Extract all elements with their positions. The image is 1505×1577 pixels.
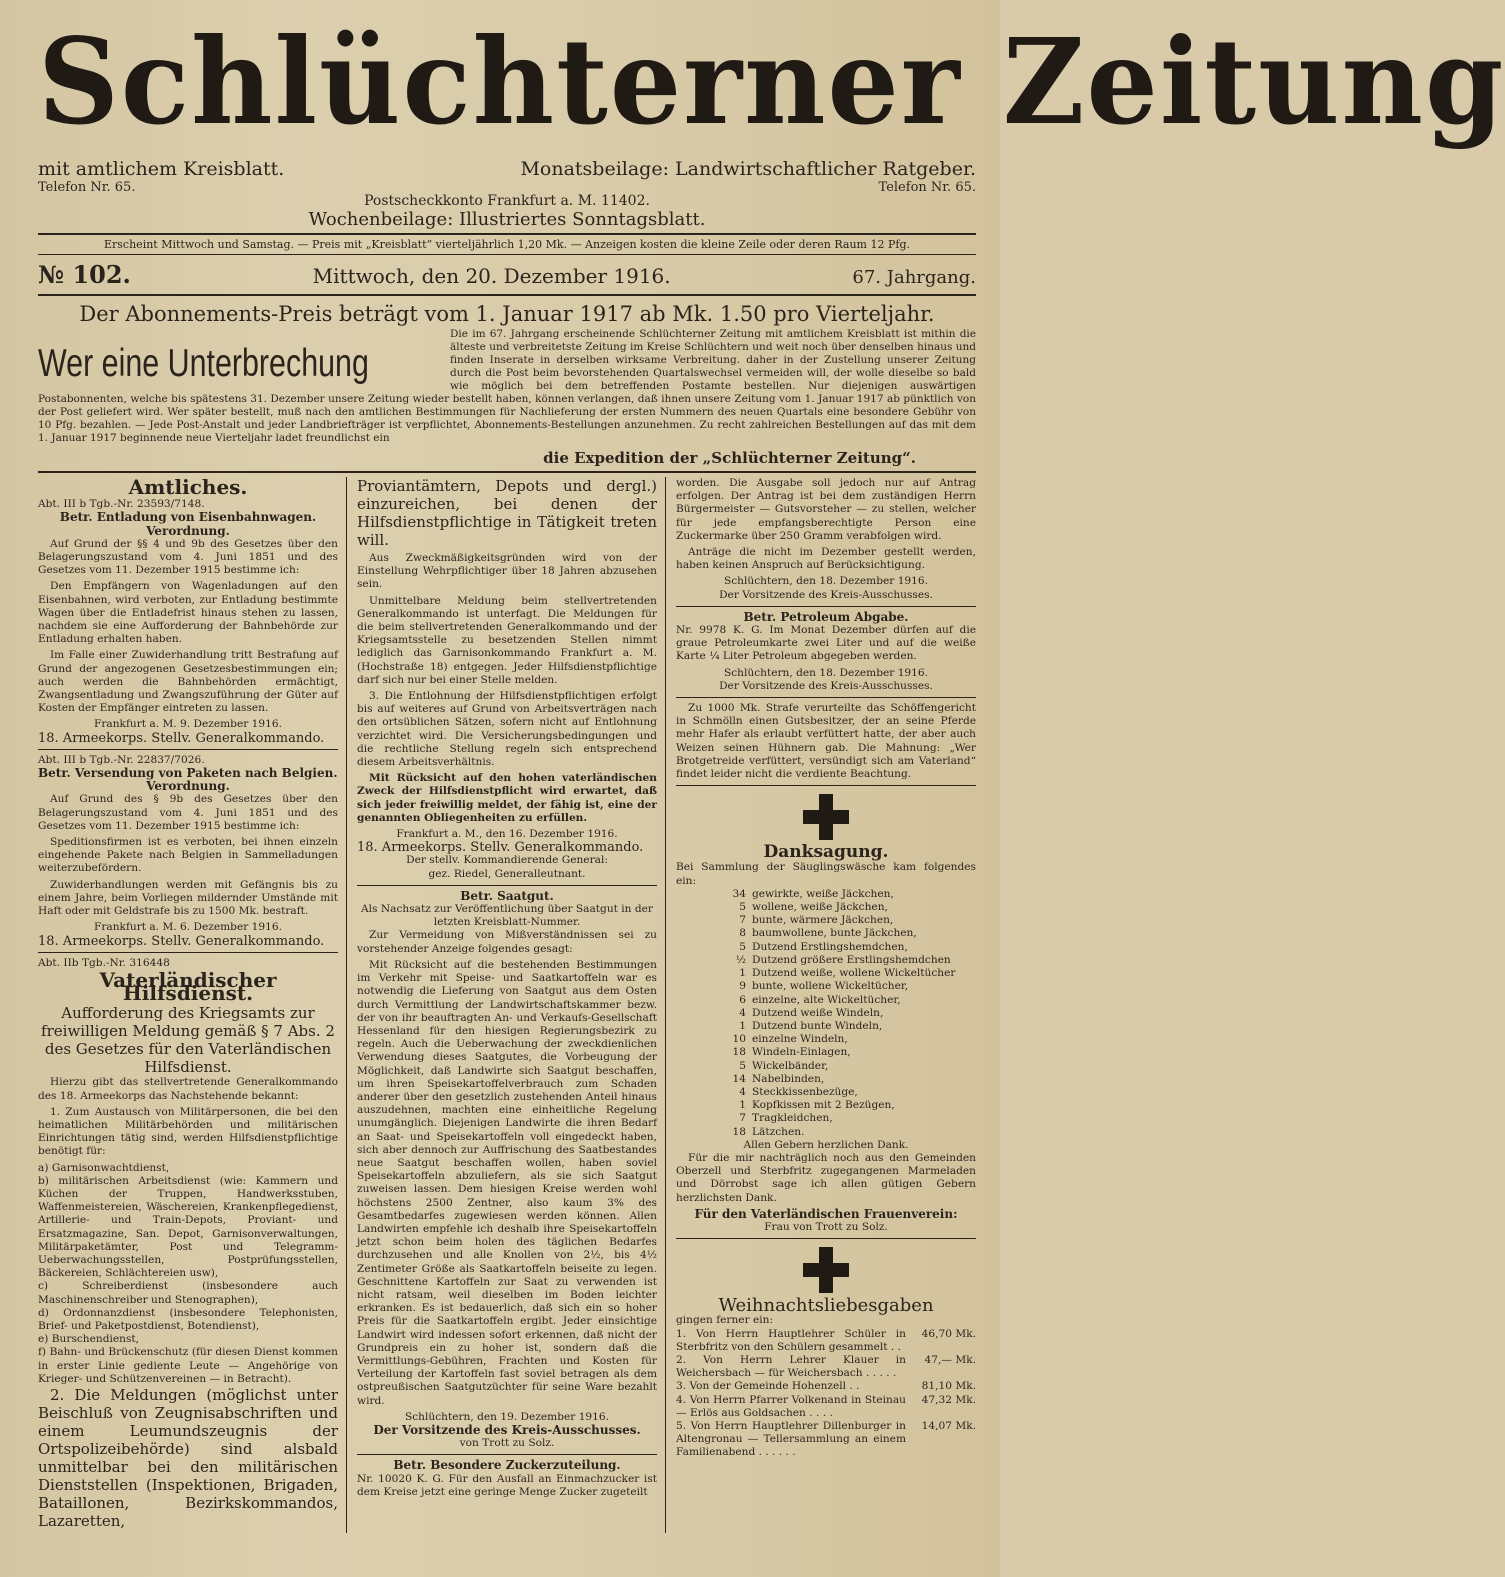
- paragraph: Mit Rücksicht auf den hohen vaterländischen Zweck der Hilfsdienstpflicht wird erwartet, daß sich jeder freiwillig meldet, der fähig ist, eine der genannten Obliegenheiten zu erfüllen.: [357, 772, 657, 824]
- paragraph: Unmittelbare Meldung beim stellvertretenden Generalkommando ist unterfagt. Die Meldungen für die beim stellvertretenden Generalkommando und der Kriegsamtsstelle zu besetzenden Stellen nimmt lediglich das Garnisonkommando Frankfurt a. M. (Hochstraße 18) entgegen. Jeder Hilfsdienstpflichtige darf sich nur bei einer Stelle melden.: [357, 594, 657, 686]
- list-item: [676, 1099, 976, 1112]
- issue-row: [38, 258, 976, 291]
- item-text: Dutzend größere Erstlingshemdchen: [752, 953, 951, 966]
- item-count: 18: [732, 1125, 746, 1138]
- list-item: c) Schreiberdienst (insbesondere auch Maschinenschreiber und Stenographen),: [38, 1280, 338, 1306]
- item-text: Nabelbinden,: [752, 1072, 825, 1085]
- column-1: [38, 477, 347, 1533]
- kreisblatt-subtitle: mit amtlichem Kreisblatt.: [38, 158, 285, 180]
- separator: [676, 785, 976, 786]
- item-count: ½: [735, 953, 746, 966]
- masthead: [38, 8, 1505, 296]
- subject: Betr. Saatgut.: [460, 888, 554, 903]
- item-text: Wickelbänder,: [752, 1059, 829, 1072]
- item-text: bunte, wollene Wickeltücher,: [752, 980, 909, 993]
- column-3: [676, 477, 976, 1533]
- separator: [38, 952, 338, 953]
- paragraph: Auf Grund der §§ 4 und 9b des Gesetzes über den Belagerungszustand vom 4. Juni 1851 und des Gesetzes vom 11. Dezember 1915 bestimme ich:: [38, 537, 338, 577]
- expedition-signature: die Expedition der „Schlüchterner Zeitung“.: [543, 449, 916, 467]
- item-count: 7: [739, 1112, 746, 1125]
- weekly-supplement: Wochenbeilage: Illustriertes Sonntagsblatt.: [308, 209, 706, 230]
- item-count: 5: [739, 1059, 746, 1072]
- item-text: einzelne, alte Wickeltücher,: [752, 993, 901, 1006]
- signature-place: Schlüchtern, den 18. Dezember 1916.: [723, 575, 929, 588]
- reference: Abt. IIb Tgb.-Nr. 316448: [38, 956, 170, 969]
- list-item: [676, 1007, 976, 1020]
- list-item: [676, 888, 976, 901]
- item-count: 6: [739, 993, 746, 1006]
- donor-amount: 81,10 Mk.: [921, 1380, 976, 1393]
- item-count: 18: [732, 1046, 746, 1059]
- paragraph: Zu 1000 Mk. Strafe verurteilte das Schöffengericht in Schmölln einen Gutsbesitzer, der an seine Pferde mehr Hafer als erlaubt verfüttert hatte, der aber auch Weizen seinen Hühnern gab. Die Mahnung: „Wer Brotgetreide verfüttert, versündigt sich am Vaterland“ findet leider nicht die verdiente Beachtung.: [676, 702, 976, 781]
- monthly-supplement: Monatsbeilage: Landwirtschaftlicher Ratgeber.: [520, 158, 976, 180]
- paragraph: 2. Die Meldungen (möglichst unter Beischluß von Zeugnisabschriften und einem Leumundszeugnis der Ortspolizeibehörde) sind alsbald unmittelbar bei den militärischen Dienststellen (Inspektionen, Brigaden, Bataillonen, Bezirkskommandos, Lazaretten,: [38, 1385, 338, 1530]
- paragraph: Hierzu gibt das stellvertretende Generalkommando des 18. Armeekorps das Nachstehende bekannt:: [38, 1076, 338, 1102]
- list-item: a) Garnisonwachtdienst,: [38, 1161, 170, 1174]
- paragraph: 3. Die Entlohnung der Hilfsdienstpflichtigen erfolgt bis auf weiteres auf Grund von Arbeitsverträgen nach den ortsüblichen Sätzen, sofern nicht auf Entlohnung verzichtet wird. Die Versicherungsbedingungen und die rechtliche Stellung regeln sich entsprechend diesem Arbeitsverhältnis.: [357, 690, 657, 769]
- separator: [676, 1238, 976, 1239]
- list-item: [676, 1060, 976, 1073]
- list-item: [676, 927, 976, 940]
- paragraph: Zur Vermeidung von Mißverständnissen sei zu vorstehender Anzeige folgendes gesagt:: [357, 929, 657, 955]
- reference: Abt. III b Tgb.-Nr. 22837/7026.: [38, 753, 205, 766]
- section-heading: Weihnachtsliebesgaben: [718, 1295, 934, 1317]
- masthead-right: [520, 158, 976, 195]
- abo-block: [38, 328, 976, 445]
- donor-amount: 14,07 Mk.: [921, 1419, 976, 1432]
- signature: 18. Armeekorps. Stellv. Generalkommando.: [38, 730, 325, 746]
- newspaper-title: Schlüchterner Zeitung: [38, 13, 1505, 152]
- donor-row: [676, 1420, 976, 1460]
- paragraph: Mit Rücksicht auf die bestehenden Bestimmungen im Verkehr mit Speise- und Saatkartoffeln war es notwendig die Lieferung von Saatgut aus dem Osten durch Vermittlung der Landwirtschaftskammer bezw. der von ihr beauftragten An- und Verkaufs-Gesellschaft Hessenland für den hiesigen Regierungsbezirk zu regeln. Auch die Ueberwachung der zweckdienlichen Verwendung dieses Saatgutes, die Vorbeugung der Möglichkeit, daß Landwirte sich Saatgut beschaffen, um ihren Speisekartoffelverbrauch zum Schaden anderer über den gesetzlich zustehenden Anteil hinaus auszudehnen, machten eine einheitliche Regelung unumgänglich. Diejenigen Landwirte die ihren Bedarf an Saat- und Speisekartoffeln voll eingedeckt haben, sich aber dennoch zur Auffrischung des Saatbestandes neue Saatgut beschaffen wollen, haben soviel Speisekartoffeln abzuliefern, als sie sich Saatgut zuweisen lassen. Dem hiesigen Kreise werden wohl höchstens 2500 Zentner, also kaum 3% des Gesamtbedarfes zugewiesen werden können. Allen Landwirten empfehle ich deshalb ihre Speisekartoffeln jetzt schon beim holen des täglichen Bedarfes durchzusehen und alle Knollen von 2½, bis 4½ Zentimeter Größe als Saatkartoffeln beiseite zu legen. Geschnittene Kartoffeln zur Saat zu verwenden ist nicht ratsam, weil dieselben im Boden leichter erkranken. Es ist bedauerlich, daß sich ein so hoher Preis für die Saatkartoffeln ergibt. Jeder einsichtige Landwirt wird indessen sofort erkennen, daß nicht der Grundpreis ein zu hoher ist, sondern daß die Vermittlungs-Gebühren, Frachten und Kosten für Verteilung der Kartoffeln fast soviel betragen als dem ostpreußischen Saatgutzüchter für seine Ware bezahlt wird.: [357, 958, 657, 1407]
- signature-place: Frankfurt a. M., den 16. Dezember 1916.: [396, 828, 618, 841]
- call-to-report: Aufforderung des Kriegsamts zur freiwilligen Meldung gemäß § 7 Abs. 2 des Gesetzes für den Vaterländischen Hilfsdienst.: [41, 1004, 335, 1077]
- red-cross-icon: [803, 794, 849, 840]
- donor-row: [676, 1394, 976, 1420]
- section-heading: Vaterländischer Hilfsdienst.: [99, 967, 277, 1006]
- note: Als Nachsatz zur Veröffentlichung über Saatgut in der letzten Kreisblatt-Nummer.: [361, 903, 653, 929]
- column-2: [357, 477, 666, 1533]
- paragraph: Im Falle einer Zuwiderhandlung tritt Bestrafung auf Grund der angezogenen Gesetzesbestimmungen ein; auch werden die Bahnbehörden ermächtigt, Zwangsentladung und Zwangszuführung der Güter auf Kosten der Empfänger eintreten zu lassen.: [38, 649, 338, 715]
- masthead-center: [38, 193, 976, 230]
- signature-name: von Trott zu Solz.: [459, 1437, 555, 1450]
- intro: gingen ferner ein:: [676, 1314, 774, 1327]
- list-item: [676, 1033, 976, 1046]
- list-item: [676, 1020, 976, 1033]
- signature-place: Schlüchtern, den 18. Dezember 1916.: [723, 666, 929, 679]
- rule: [38, 233, 976, 235]
- signature: Der Vorsitzende des Kreis-Ausschusses.: [719, 679, 933, 692]
- donor-text: 2. Von Herrn Lehrer Klauer in Weichersbach — für Weichersbach . . . . .: [676, 1353, 906, 1380]
- list-item: [676, 994, 976, 1007]
- item-count: 9: [739, 980, 746, 993]
- item-text: Dutzend weiße Windeln,: [752, 1006, 884, 1019]
- donor-amount: 47,32 Mk.: [921, 1393, 976, 1406]
- item-text: bunte, wärmere Jäckchen,: [752, 914, 894, 927]
- list-item: [676, 967, 976, 980]
- list-item: [676, 901, 976, 914]
- list-item: [676, 980, 976, 993]
- rule: [38, 254, 976, 255]
- postscheck: Postscheckkonto Frankfurt a. M. 11402.: [364, 193, 650, 209]
- item-text: Dutzend weiße, wollene Wickeltücher: [752, 967, 956, 980]
- paragraph: Auf Grund des § 9b des Gesetzes über den Belagerungszustand vom 4. Juni 1851 und des Gesetzes vom 11. Dezember 1915 bestimme ich:: [38, 793, 338, 832]
- list-item: [676, 1086, 976, 1099]
- list-item: [676, 1046, 976, 1059]
- donor-row: [676, 1380, 976, 1393]
- signature-place: Frankfurt a. M. 9. Dezember 1916.: [94, 718, 282, 731]
- section-heading: Danksagung.: [763, 842, 889, 863]
- paragraph: Für die mir nachträglich noch aus den Gemeinden Oberzell und Sterbfritz zugegangenen Marmeladen und Dörrobst sage ich allen gütigen Gebern herzlichsten Dank.: [676, 1151, 976, 1204]
- donor-text: 1. Von Herrn Hauptlehrer Schüler in Sterbfritz von den Schülern gesammelt . .: [676, 1327, 906, 1353]
- red-cross-icon: [803, 1247, 849, 1293]
- thanks: Allen Gebern herzlichen Dank.: [743, 1138, 909, 1151]
- item-count: 7: [739, 914, 746, 927]
- issue-date: Mittwoch, den 20. Dezember 1916.: [312, 264, 671, 288]
- ordinance-label: Verordnung.: [146, 523, 230, 538]
- donor-text: 3. Von der Gemeinde Hohenzell . .: [676, 1380, 860, 1393]
- item-count: 14: [732, 1072, 746, 1085]
- signature: Der Vorsitzende des Kreis-Ausschusses.: [373, 1423, 641, 1437]
- info-line: Erscheint Mittwoch und Samstag. — Preis mit „Kreisblatt“ vierteljährlich 1,20 Mk. — Anzeigen kosten die kleine Zeile oder deren Raum 12 Pfg.: [104, 238, 910, 251]
- phone-left: Telefon Nr. 65.: [38, 180, 136, 195]
- subject: Betr. Entladung von Eisenbahnwagen.: [59, 510, 317, 525]
- list-item: [676, 914, 976, 927]
- item-text: Dutzend Erstlingshemdchen,: [752, 940, 908, 953]
- item-text: Steckkissenbezüge,: [752, 1085, 858, 1098]
- abo-big-text: Wer eine Unterbrechung: [38, 342, 369, 385]
- donor-row: [676, 1328, 976, 1354]
- abo-headline: Der Abonnements-Preis beträgt vom 1. Januar 1917 ab Mk. 1.50 pro Vierteljahr.: [79, 302, 935, 326]
- donor-row: [676, 1354, 976, 1380]
- list-item: b) militärischen Arbeitsdienst (wie: Kammern und Küchen der Truppen, Handwerksstuben, Waffenmeistereien, Wäschereien, Krankenpflegedienst, Artillerie- und Train-Depots, Proviant- und Ersatzmagazine, San. Depot, Garnisonverwaltungen, Militärpaketämter, Post und Telegramm-Ueberwachungsstellen, Postprüfungsstellen, Bäckereien, Schlächtereien usw),: [38, 1174, 338, 1280]
- paragraph: Anträge die nicht im Dezember gestellt werden, haben keinen Anspruch auf Berücksichtigung.: [676, 546, 976, 572]
- donor-list: [676, 1328, 976, 1460]
- item-count: 10: [732, 1033, 746, 1046]
- paragraph: 1. Zum Austausch von Militärpersonen, die bei den heimatlichen Militärbehörden und militärischen Einrichtungen tätig sind, werden Hilfsdienstpflichtige benötigt für:: [38, 1105, 338, 1158]
- paragraph: Den Empfängern von Wagenladungen auf den Eisenbahnen, wird verboten, zur Entladung bestimmte Wagen über die Entladefrist hinaus stehen zu lassen, nachdem sie eine Aufforderung der Bahnbehörde zur Entladung erhalten haben.: [38, 580, 338, 646]
- donor-amount: 46,70 Mk.: [921, 1327, 976, 1340]
- item-text: Dutzend bunte Windeln,: [752, 1019, 883, 1032]
- paragraph: Proviantämtern, Depots und dergl.) einzureichen, bei denen der Hilfsdienstpflichtige in Tätigkeit treten will.: [357, 477, 657, 549]
- item-text: baumwollene, bunte Jäckchen,: [752, 927, 917, 940]
- list-item: [676, 941, 976, 954]
- masthead-left: [38, 158, 284, 195]
- item-count: 1: [739, 967, 746, 980]
- separator: [357, 1454, 657, 1455]
- separator: [357, 885, 657, 886]
- signature-line: gez. Riedel, Generalleutnant.: [428, 867, 586, 880]
- signature: Der Vorsitzende des Kreis-Ausschusses.: [719, 588, 933, 601]
- list-item: [676, 954, 976, 967]
- item-count: 1: [739, 1019, 746, 1032]
- abo-text: Die im 67. Jahrgang erscheinende Schlüchterner Zeitung mit amtlichem Kreisblatt ist mithin die älteste und verbreitetste Zeitung im Kreise Schlüchtern und weit noch über denselben hinaus und finden Inserate in derselben wirksame Verbreitung. daher in der Zustellung unserer Zeitung durch die Post beim bevorstehenden Quartalswechsel vermeiden will, der wolle dieselbe so bald wie möglich bei dem betreffenden Postamte bestellen. Nur diejenigen auswärtigen Postabonnenten, welche bis spätestens 31. Dezember unsere Zeitung wieder bestellt haben, können verlangen, daß ihnen unsere Zeitung vom 1. Januar 1917 ab pünktlich von der Post geliefert wird. Wer später bestellt, muß nach den amtlichen Bestimmungen für Nachlieferung der ersten Nummern des neuen Quartals eine besondere Gebühr von 10 Pfg. bezahlen. — Jede Post-Anstalt und jeder Landbriefträger ist verpflichtet, Abonnements-Bestellungen anzunehmen. Zu recht zahlreichen Bestellungen auf das mit dem 1. Januar 1917 beginnende neue Vierteljahr ladet freundlichst ein: [38, 328, 976, 444]
- phone-right: Telefon Nr. 65.: [878, 180, 976, 195]
- separator: [676, 697, 976, 698]
- separator: [676, 606, 976, 607]
- item-count: 5: [739, 940, 746, 953]
- list-item: [676, 1073, 976, 1086]
- item-text: Windeln-Einlagen,: [752, 1046, 851, 1059]
- donation-list: [676, 888, 976, 1139]
- association: Für den Vaterländischen Frauenverein:: [694, 1206, 958, 1221]
- item-text: einzelne Windeln,: [752, 1033, 848, 1046]
- separator: [38, 749, 338, 750]
- paragraph: Nr. 9978 K. G. Im Monat Dezember dürfen auf die graue Petroleumkarte zwei Liter und auf die weiße Karte ¼ Liter Petroleum abgegeben werden.: [676, 624, 976, 663]
- item-text: wollene, weiße Jäckchen,: [752, 901, 888, 914]
- list-item: [676, 1112, 976, 1125]
- item-text: Tragkleidchen,: [752, 1112, 833, 1125]
- paragraph: Zuwiderhandlungen werden mit Gefängnis bis zu einem Jahre, beim Vorliegen mildernder Umstände mit Haft oder mit Geldstrafe bis zu 1500 Mk. bestraft.: [38, 878, 338, 918]
- item-count: 34: [732, 887, 746, 900]
- paragraph: Speditionsfirmen ist es verboten, bei ihnen einzeln eingehende Pakete nach Belgien in Sammelladungen weiterzubefördern.: [38, 836, 338, 875]
- item-count: 4: [739, 1006, 746, 1019]
- columns: [38, 471, 976, 1533]
- masthead-subrow: [38, 158, 976, 195]
- paragraph: worden. Die Ausgabe soll jedoch nur auf Antrag erfolgen. Der Antrag ist bei dem zuständigen Herrn Bürgermeister — Gutsvorsteher — zu stellen, welcher für jede empfangsberechtigte Person eine Zuckermarke über 250 Gramm verabfolgen wird.: [676, 477, 976, 542]
- issue-number: № 102.: [38, 260, 131, 289]
- item-count: 5: [739, 901, 746, 914]
- subject: Betr. Versendung von Paketen nach Belgien.: [38, 766, 338, 781]
- item-text: Kopfkissen mit 2 Bezügen,: [752, 1099, 895, 1112]
- section-heading: Amtliches.: [128, 475, 248, 499]
- association-name: Frau von Trott zu Solz.: [764, 1220, 888, 1233]
- item-count: 8: [739, 927, 746, 940]
- list-item: [676, 1126, 976, 1139]
- list-item: e) Burschendienst,: [38, 1333, 140, 1346]
- signature-line: Der stellv. Kommandierende General:: [406, 854, 608, 867]
- item-count: 1: [739, 1099, 746, 1112]
- reference: Abt. III b Tgb.-Nr. 23593/7148.: [38, 498, 205, 511]
- subject: Betr. Besondere Zuckerzuteilung.: [393, 1458, 621, 1473]
- signature: 18. Armeekorps. Stellv. Generalkommando.: [38, 933, 325, 949]
- paragraph: Aus Zweckmäßigkeitsgründen wird von der Einstellung Wehrpflichtiger über 18 Jahren abzusehen sein.: [357, 552, 657, 591]
- item-text: gewirkte, weiße Jäckchen,: [752, 887, 894, 900]
- list-item: f) Bahn- und Brückenschutz (für diesen Dienst kommen in erster Linie gediente Leute — Angehörige von Krieger- und Schützenvereinen — in Betracht).: [38, 1346, 338, 1385]
- signature-place: Frankfurt a. M. 6. Dezember 1916.: [94, 921, 282, 934]
- ordinance-label: Verordnung.: [146, 779, 230, 794]
- subject: Betr. Petroleum Abgabe.: [743, 609, 909, 624]
- signature: 18. Armeekorps. Stellv. Generalkommando.: [357, 840, 644, 856]
- list-item: d) Ordonnanzdienst (insbesondere Telephonisten, Brief- und Paketpostdienst, Botendienst),: [38, 1306, 338, 1332]
- rule: [38, 294, 976, 296]
- donor-text: 5. Von Herrn Hauptlehrer Dillenburger in Altengronau — Tellersammlung an einem Familienabend . . . . . .: [676, 1419, 906, 1459]
- signature-place: Schlüchtern, den 19. Dezember 1916.: [404, 1410, 610, 1423]
- donor-amount: 47,— Mk.: [924, 1353, 976, 1366]
- donor-text: 4. Von Herrn Pfarrer Volkenand in Steinau — Erlös aus Goldsachen . . . .: [676, 1393, 906, 1419]
- paragraph: Nr. 10020 K. G. Für den Ausfall an Einmachzucker ist dem Kreise jetzt eine geringe Menge Zucker zugeteilt: [357, 1472, 657, 1498]
- intro: Bei Sammlung der Säuglingswäsche kam folgendes ein:: [676, 861, 976, 887]
- item-text: Lätzchen.: [752, 1125, 805, 1138]
- issue-year: 67. Jahrgang.: [852, 267, 976, 288]
- item-count: 4: [739, 1085, 746, 1098]
